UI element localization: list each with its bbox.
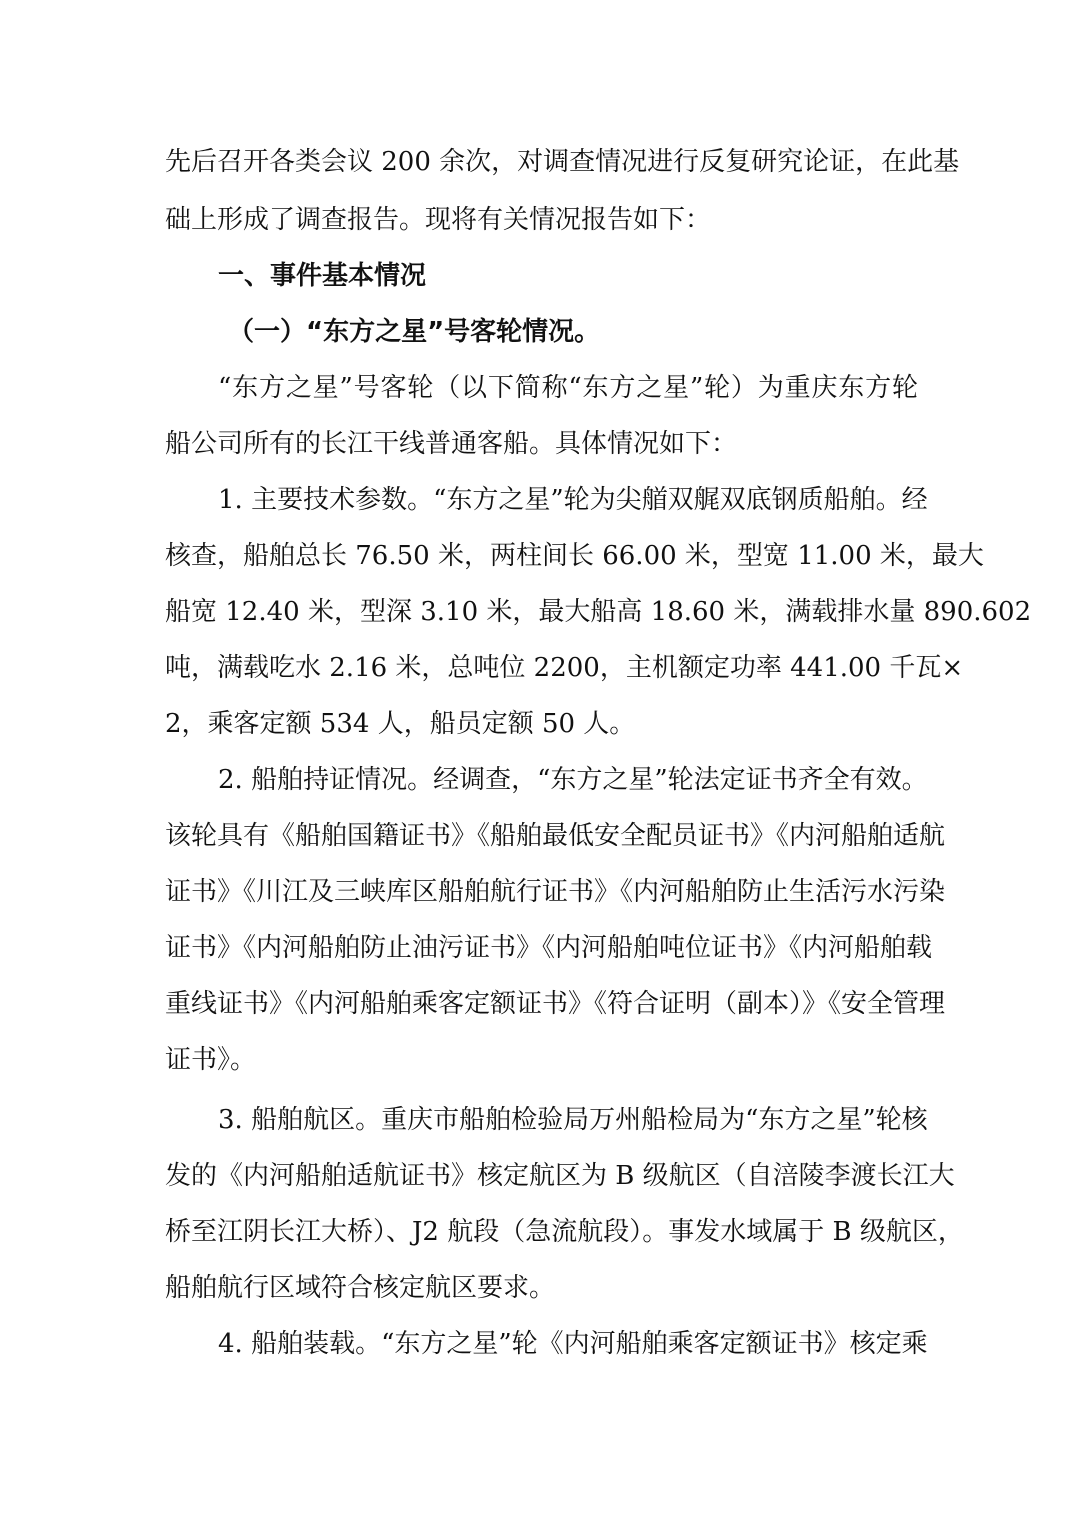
paragraph-line: 该轮具有《船舶国籍证书》《船舶最低安全配员证书》《内河船舶适航 [165, 821, 946, 851]
paragraph-line: “东方之星”号客轮（以下简称“东方之星”轮）为重庆东方轮 [218, 373, 918, 403]
paragraph-line: 证书》。 [165, 1045, 257, 1075]
paragraph-line: 船舶航行区域符合核定航区要求。 [165, 1273, 556, 1303]
paragraph-line: 础上形成了调查报告。现将有关情况报告如下： [165, 205, 712, 235]
subsection-heading: （一）“东方之星”号客轮情况。 [228, 317, 601, 347]
paragraph-line: 2. 船舶持证情况。经调查，“东方之星”轮法定证书齐全有效。 [218, 765, 928, 795]
paragraph-line: 船宽 12.40 米，型深 3.10 米，最大船高 18.60 米，满载排水量 890.602 [165, 597, 1032, 627]
paragraph-line: 船公司所有的长江干线普通客船。具体情况如下： [165, 429, 738, 459]
paragraph-line: 重线证书》《内河船舶乘客定额证书》《符合证明（副本）》《安全管理 [165, 989, 946, 1019]
paragraph-line: 先后召开各类会议 200 余次，对调查情况进行反复研究论证，在此基 [165, 147, 960, 177]
paragraph-line: 2，乘客定额 534 人，船员定额 50 人。 [165, 709, 636, 739]
section-heading: 一、事件基本情况 [218, 261, 427, 291]
paragraph-line: 证书》《川江及三峡库区船舶航行证书》《内河船舶防止生活污水污染 [165, 877, 946, 907]
paragraph-line: 证书》《内河船舶防止油污证书》《内河船舶吨位证书》《内河船舶载 [165, 933, 933, 963]
paragraph-line: 桥至江阴长江大桥）、J2 航段（急流航段）。事发水域属于 B 级航区， [165, 1217, 964, 1247]
paragraph-line: 核查，船舶总长 76.50 米，两柱间长 66.00 米，型宽 11.00 米，最大 [165, 541, 984, 571]
paragraph-line: 1. 主要技术参数。“东方之星”轮为尖艏双艉双底钢质船舶。经 [218, 485, 928, 515]
paragraph-line: 3. 船舶航区。重庆市船舶检验局万州船检局为“东方之星”轮核 [218, 1105, 928, 1135]
paragraph-line: 4. 船舶装载。“东方之星”轮《内河船舶乘客定额证书》核定乘 [218, 1329, 928, 1359]
paragraph-line: 发的《内河船舶适航证书》核定航区为 B 级航区（自涪陵李渡长江大 [165, 1161, 955, 1191]
paragraph-line: 吨，满载吃水 2.16 米，总吨位 2200，主机额定功率 441.00 千瓦× [165, 653, 964, 683]
